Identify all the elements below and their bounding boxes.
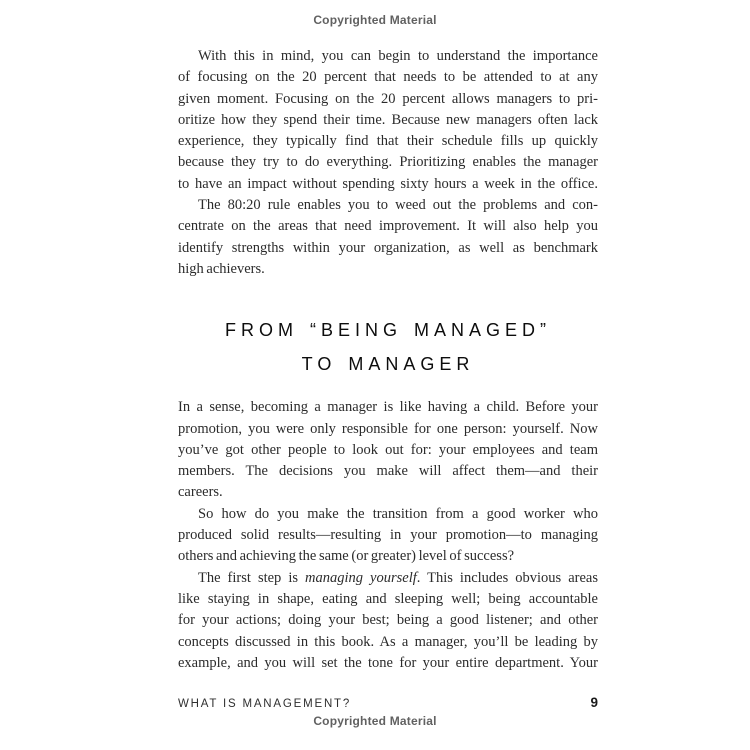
paragraph bbox=[178, 504, 598, 568]
text-line: example, and you will set the tone for your entire department. Your bbox=[178, 654, 598, 671]
text-line: concepts discussed in this book. As a manager, you’ll be leading by bbox=[178, 633, 598, 650]
text-line: members. The decisions you make will affect them—and their bbox=[178, 463, 598, 480]
paragraph bbox=[178, 195, 598, 280]
text-line: promotion, you were only responsible for one person: yourself. Now bbox=[178, 420, 598, 437]
running-head: WHAT IS MANAGEMENT? bbox=[178, 698, 352, 710]
text-line: oritize how they spend their time. Because new managers often lack bbox=[178, 111, 598, 128]
text-line: In a sense, becoming a manager is like having a child. Before your bbox=[178, 399, 598, 416]
section-heading bbox=[178, 313, 598, 381]
text-line: because they try to do everything. Prioritizing enables the manager bbox=[178, 154, 598, 171]
paragraph bbox=[178, 46, 598, 195]
section-heading-line: FROM “BEING MANAGED” bbox=[224, 320, 551, 341]
text-line: given moment. Focusing on the 20 percent allows managers to pri- bbox=[178, 90, 598, 107]
text-line: to have an impact without spending sixty hours a week in the office. bbox=[178, 175, 598, 192]
section-heading-line: TO MANAGER bbox=[301, 354, 475, 375]
page-body-text bbox=[178, 46, 598, 674]
text-line: identify strengths within your organization, as well as benchmark bbox=[178, 239, 598, 256]
text-line: With this in mind, you can begin to understand the importance bbox=[198, 48, 598, 64]
text-line: of focusing on the 20 percent that needs to be attended to at any bbox=[178, 69, 598, 86]
copyright-watermark-bottom: Copyrighted Material bbox=[313, 714, 437, 728]
copyright-watermark-top: Copyrighted Material bbox=[313, 13, 437, 27]
text-line: high achievers. bbox=[178, 260, 265, 277]
page-number: 9 bbox=[590, 695, 598, 710]
paragraph bbox=[178, 568, 598, 674]
text-line: experience, they typically find that their schedule fills up quickly bbox=[178, 133, 598, 150]
text-line: for your actions; doing your best; being a good listener; and other bbox=[178, 612, 598, 629]
text-line: careers. bbox=[178, 484, 223, 501]
text-line: The first step is managing yourself. This includes obvious areas bbox=[198, 569, 598, 586]
text-line: centrate on the areas that need improvement. It will also help you bbox=[178, 218, 598, 235]
text-line: you’ve got other people to look out for: your employees and team bbox=[178, 441, 598, 458]
text-line: The 80:20 rule enables you to weed out the problems and con- bbox=[198, 197, 598, 214]
page-footer bbox=[178, 695, 598, 710]
text-line: like staying in shape, eating and sleeping well; being accountable bbox=[178, 590, 598, 607]
text-line: So how do you make the transition from a good worker who bbox=[198, 505, 598, 522]
paragraph bbox=[178, 397, 598, 503]
text-line: produced solid results—resulting in your promotion—to managing bbox=[178, 527, 598, 544]
text-line: others and achieving the same (or greater) level of success? bbox=[178, 548, 515, 565]
